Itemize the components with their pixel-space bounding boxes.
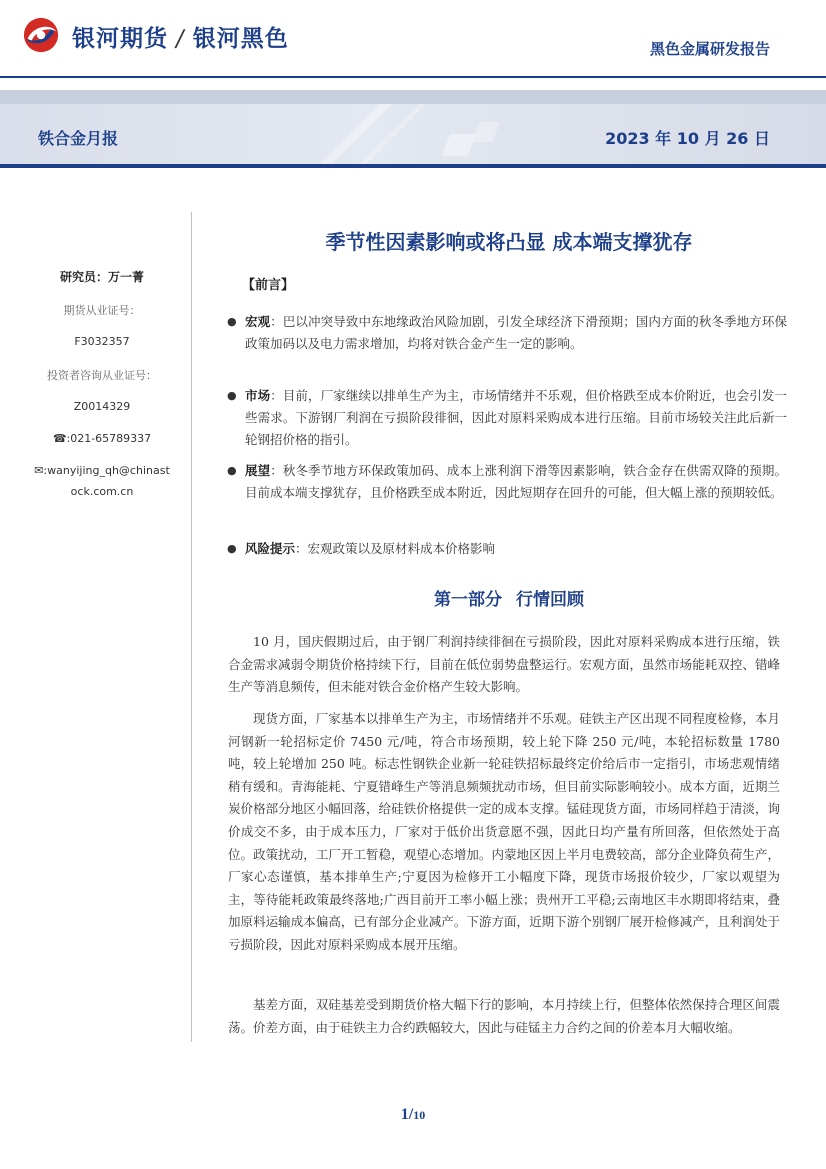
- bullet-dot-icon: ●: [227, 315, 237, 328]
- researcher-name: 研究员：万一菁: [59, 270, 144, 284]
- bullet-dot-icon: ●: [227, 464, 237, 477]
- header-divider: [0, 76, 826, 78]
- section-name: 行情回顾: [516, 590, 584, 610]
- brand-primary: 银河期货: [72, 26, 168, 52]
- page-current: 1: [400, 1106, 409, 1123]
- bullet-sep: ：: [270, 314, 283, 329]
- report-title: 季节性因素影响或将凸显 成本端支撑犹存: [325, 230, 693, 254]
- email-address[interactable]: ✉:wanyijing_qh@chinast: [34, 464, 170, 477]
- banner-bottom-band: [0, 164, 826, 168]
- summary-bullet-outlook: [227, 460, 787, 504]
- bullet-key: 风险提示: [245, 541, 296, 556]
- banner-top-band: [0, 90, 826, 104]
- sidebar-divider: [191, 212, 192, 1042]
- report-series-title: 铁合金月报: [38, 129, 119, 148]
- license-label: 期货从业证号：: [63, 304, 141, 317]
- bullet-sep: ：: [270, 463, 283, 478]
- body-paragraph: 基差方面，双硅基差受到期货价格大幅下行的影响，本月持续上行，但整体依然保持合理区间震荡。价差方面，由于硅铁主力合约跌幅较大，因此与硅锰主力合约之间的价差本月大幅收缩。: [228, 997, 780, 1035]
- phone-number: ☎:021-65789337: [52, 432, 152, 445]
- bullet-text: 巴以冲突导致中东地缘政治风险加剧，引发全球经济下滑预期；国内方面的秋冬季地方环保政策加码以及电力需求增加，均将对铁合金产生一定的影响。: [245, 314, 787, 351]
- bullet-sep: ：: [270, 388, 283, 403]
- consult-license-number: Z0014329: [73, 400, 131, 413]
- page-total: 10: [413, 1108, 426, 1122]
- report-header: [0, 0, 826, 78]
- brand-slash: /: [173, 26, 188, 52]
- bullet-sep: ：: [295, 541, 308, 556]
- brand-name: [72, 20, 289, 53]
- summary-bullet-macro: [227, 311, 787, 355]
- body-paragraph: 10 月，国庆假期过后，由于钢厂利润持续徘徊在亏损阶段，因此对原料采购成本进行压缩，铁合金需求减弱令期货价格持续下行，目前在低位弱势盘整运行。宏观方面，虽然市场能耗双控、错峰生产等消息频传，但未能对铁合金价格产生较大影响。: [228, 634, 780, 695]
- page-number: [0, 1106, 826, 1124]
- bullet-key: 市场: [245, 388, 271, 403]
- report-banner: [0, 104, 826, 164]
- summary-bullet-market: [227, 385, 787, 451]
- galaxy-swirl-icon: [22, 16, 60, 54]
- brand-secondary: 银河黑色: [192, 26, 289, 52]
- section-number: 第一部分: [434, 590, 502, 610]
- report-type: 黑色金属研发报告: [649, 40, 770, 58]
- bullet-text: 目前，厂家继续以排单生产为主，市场情绪并不乐观，但价格跌至成本价附近，也会引发一些需求。下游钢厂利润在亏损阶段徘徊，因此对原料采购成本进行压缩。目前市场较关注此后新一轮钢招价格的指引。: [245, 388, 787, 447]
- section-heading: [192, 585, 826, 610]
- report-date: 2023 年 10 月 26 日: [605, 129, 770, 148]
- bullet-key: 宏观: [245, 314, 271, 329]
- bullet-dot-icon: ●: [227, 389, 237, 402]
- license-number: F3032357: [74, 335, 130, 348]
- preface-heading: 【前言】: [242, 278, 295, 293]
- bullet-dot-icon: ●: [227, 542, 237, 555]
- bullet-text: 秋冬季节地方环保政策加码、成本上涨利润下滑等因素影响，铁合金存在供需双降的预期。目前成本端支撑犹存，且价格跌至成本附近，因此短期存在回升的可能，但大幅上涨的预期较低。: [245, 463, 787, 500]
- bullet-key: 展望: [245, 463, 271, 478]
- consult-license-label: 投资者咨询从业证号：: [47, 369, 157, 382]
- bullet-text: 宏观政策以及原材料成本价格影响: [307, 541, 496, 556]
- email-address-continued[interactable]: ock.com.cn: [70, 485, 134, 498]
- body-paragraph: 现货方面，厂家基本以排单生产为主，市场情绪并不乐观。硅铁主产区出现不同程度检修，本月河钢新一轮招标定价 7450 元/吨，符合市场预期，较上轮下降 250 元/吨，本轮招标数量 1780 吨，较上轮增加 250 吨。标志性钢铁企业新一轮硅铁招标最终定价给后市一定指引，市场悲观情绪稍有缓和。青海能耗、宁夏错峰生产等消息频频扰动市场，但目前实际影响较小。成本方面，近期兰炭价格部分地区小幅回落，给硅铁价格提供一定的成本支撑。锰硅现货方面，市场同样趋于清淡，询价成交不多，由于成本压力，厂家对于低价出货意愿不强，因此日均产量有所回落，但依然处于高位。政策扰动，工厂开工暂稳，观望心态增加。内蒙地区因上半月电费较高，部分企业降负荷生产，厂家心态谨慎，基本排单生产;宁夏因为检修开工小幅度下降，现货市场报价较少，厂家以观望为主，等待能耗政策最终落地;广西目前开工率小幅上涨；贵州开工平稳;云南地区丰水期即将结束，叠加原料运输成本偏高，已有部分企业减产。下游方面，近期下游个别钢厂展开检修减产，且利润处于亏损阶段，因此对原料采购成本展开压缩。: [228, 711, 780, 952]
- page-separator: /: [408, 1106, 414, 1123]
- banner-decoration: [300, 104, 540, 164]
- summary-bullet-risk: [227, 538, 787, 560]
